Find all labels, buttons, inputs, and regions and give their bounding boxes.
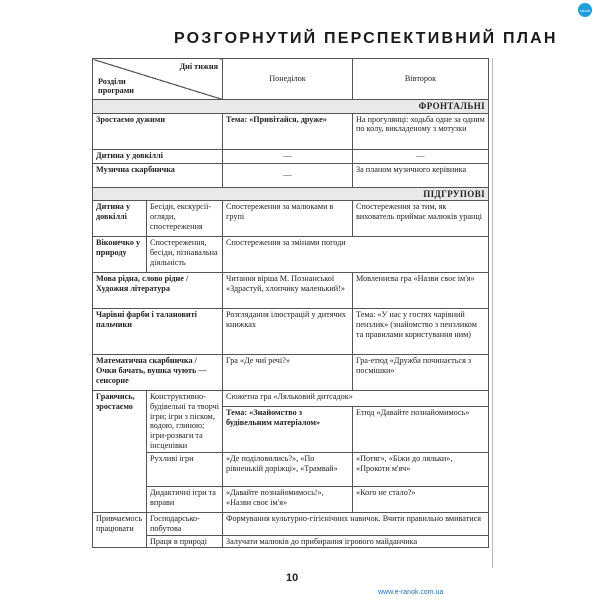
section-row-subgroup xyxy=(93,187,489,201)
row-subsection: Дидактичні ігри та вправи xyxy=(147,487,223,513)
table-row xyxy=(93,149,489,163)
row-subsection: Праця в природі xyxy=(147,535,223,548)
week-cell: Сюжетна гра «Ляльковий дитсадок» xyxy=(223,391,489,407)
publisher-logo: ranok xyxy=(578,3,592,17)
tuesday-header: Вівторок xyxy=(353,59,489,100)
monday-cell: Розглядання ілюстрацій у дитячих книжках xyxy=(223,309,353,355)
website-link[interactable]: www.e-ranok.com.ua xyxy=(378,589,444,596)
week-cell: Спостереження за змінами погоди xyxy=(223,237,489,273)
table-row xyxy=(93,391,489,407)
page-title: РОЗГОРНУТИЙ ПЕРСПЕКТИВНИЙ ПЛАН xyxy=(174,30,558,47)
monday-header: Понеділок xyxy=(223,59,353,100)
tuesday-cell: — xyxy=(353,149,489,163)
row-section: Чарівні фарби і талановиті пальчики xyxy=(93,309,223,355)
tuesday-cell: «Кого не стало?» xyxy=(353,487,489,513)
monday-cell: Гра «Де чиї речі?» xyxy=(223,355,353,391)
tuesday-cell: На прогулянці: ходьба одне за одним по колу, викладеному з мотузки xyxy=(353,113,489,149)
row-subsection: Спостереження, бесіди, пізнавальна діяльність xyxy=(147,237,223,273)
row-section: Дитина у довкіллі xyxy=(93,149,223,163)
table-row xyxy=(93,201,489,237)
monday-cell: Спостереження за малюками в групі xyxy=(223,201,353,237)
row-subsection: Господарсько-побутова xyxy=(147,513,223,535)
table-row xyxy=(93,163,489,187)
table-row xyxy=(93,273,489,309)
table-header-row xyxy=(93,59,489,100)
plan-table xyxy=(92,58,489,548)
monday-cell: «Де поділовились?», «По рівненькій доріжці», «Трамвай» xyxy=(223,453,353,487)
sections-label: Розділи програми xyxy=(98,76,135,96)
table-row xyxy=(93,113,489,149)
tuesday-cell: Гра-етюд «Дружба починається з посмішки» xyxy=(353,355,489,391)
row-section: Мова рідна, слово рідне / Художня література xyxy=(93,273,223,309)
table-row xyxy=(93,535,489,548)
tuesday-cell: Спостереження за тим, як вихователь приймає малюків уранці xyxy=(353,201,489,237)
table-row xyxy=(93,453,489,487)
days-label: Дні тижня xyxy=(179,62,218,71)
row-section: Зростаємо дужими xyxy=(93,113,223,149)
tuesday-cell: Тема: «У нас у гостях чарівний пензлик» (знайомство з пензликом та правилами користування ним) xyxy=(353,309,489,355)
week-cell: Залучати малюків до прибирання ігрового майданчика xyxy=(223,535,489,548)
tuesday-cell: «Потяг», «Біжи до ляльки», «Прокоти м'яч» xyxy=(353,453,489,487)
monday-cell: Читання вірша М. Познанської «Здрастуй, хлопчику маленький!» xyxy=(223,273,353,309)
tuesday-cell: За планом музичного керівника xyxy=(353,163,489,187)
row-section: Музична скарбничка xyxy=(93,163,223,187)
week-cell: Формування культурно-гігієнічних навичок. Вчити правильно вмиватися xyxy=(223,513,489,535)
diagonal-header-cell xyxy=(93,59,223,100)
table-row xyxy=(93,513,489,535)
section-title: ПІДГРУПОВІ xyxy=(93,187,489,201)
tuesday-cell: Етюд «Давайте познайомимось» xyxy=(353,407,489,453)
monday-cell: Тема: «Привітайся, друже» xyxy=(223,113,353,149)
row-section: Дитина у довкіллі xyxy=(93,201,147,237)
table-row xyxy=(93,309,489,355)
row-section: Привчаємось працювати xyxy=(93,513,147,548)
monday-cell: — xyxy=(223,149,353,163)
section-title: ФРОНТАЛЬНІ xyxy=(93,100,489,114)
row-section: Віконечко у природу xyxy=(93,237,147,273)
row-section: Математична скарбничка / Очки бачать, вушка чують — сенсорне xyxy=(93,355,223,391)
monday-cell: «Давайте познайомимось!», «Назви своє ім'я» xyxy=(223,487,353,513)
row-subsection: Конструктивно-будівельні та творчі ігри; ігри з піском, водою, глиною; ігри-розваги та інсценівки xyxy=(147,391,223,453)
table-row xyxy=(93,237,489,273)
row-section: Граючись, зростаємо xyxy=(93,391,147,513)
row-subsection: Рухливі ігри xyxy=(147,453,223,487)
page-number: 10 xyxy=(286,572,299,584)
row-subsection: Бесіди, екскурсії-огляди, спостереження xyxy=(147,201,223,237)
section-row-frontal xyxy=(93,100,489,114)
tuesday-cell: Мовленнєва гра «Назви своє ім'я» xyxy=(353,273,489,309)
table-row xyxy=(93,487,489,513)
monday-cell: Тема: «Знайомство з будівельним матеріалом» xyxy=(223,407,353,453)
monday-cell: — xyxy=(223,163,353,187)
page-edge xyxy=(492,58,493,568)
table-row xyxy=(93,355,489,391)
